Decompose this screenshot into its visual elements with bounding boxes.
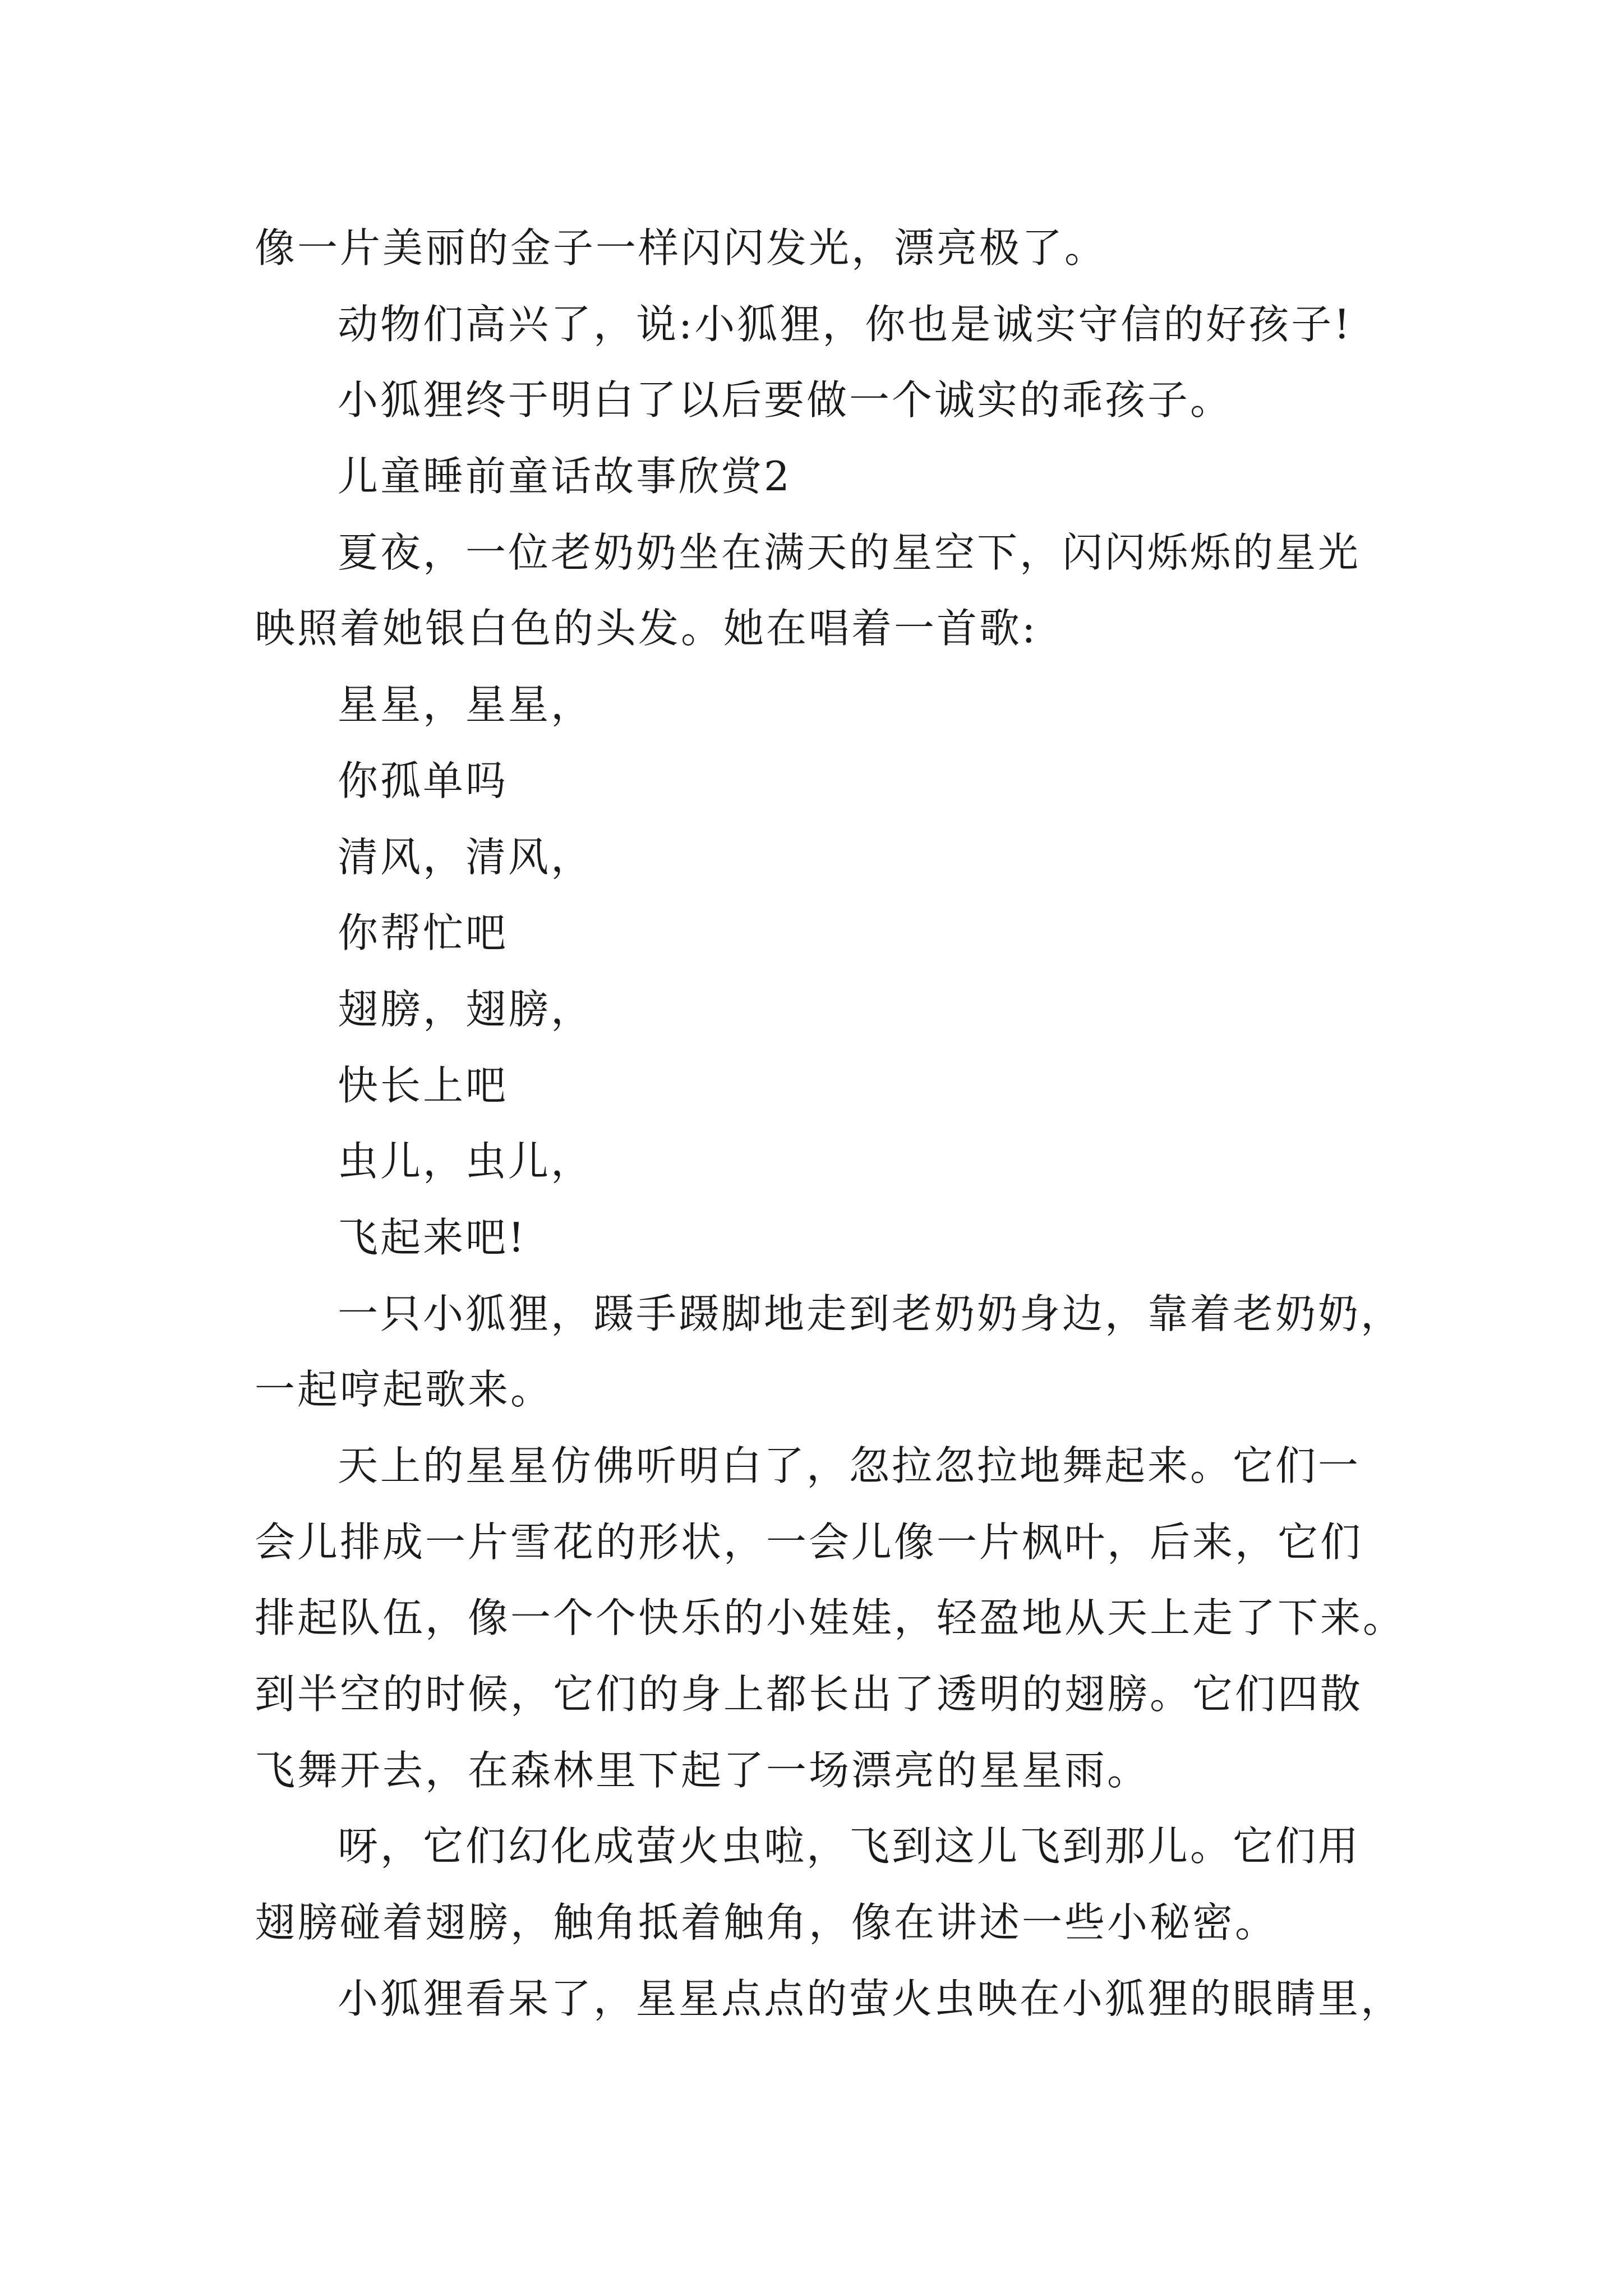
text-line: 像一片美丽的金子一样闪闪发光，漂亮极了。 [255, 224, 1108, 272]
section-heading: 儿童睡前童话故事欣赏2 [338, 453, 792, 500]
poem-line: 飞起来吧! [338, 1214, 527, 1261]
poem-line: 星星，星星， [338, 681, 594, 728]
text-line: 呀，它们幻化成萤火虫啦，飞到这儿飞到那儿。它们用 [338, 1823, 1361, 1870]
text-line: 动物们高兴了，说:小狐狸，你也是诚实守信的好孩子! [338, 301, 1353, 348]
text-line: 小狐狸看呆了，星星点点的萤火虫映在小狐狸的眼睛里， [338, 1975, 1404, 2022]
poem-line: 翅膀，翅膀， [338, 986, 594, 1033]
poem-line: 你孤单吗 [338, 757, 509, 804]
poem-line: 快长上吧 [338, 1062, 509, 1109]
text-line: 一只小狐狸，蹑手蹑脚地走到老奶奶身边，靠着老奶奶， [338, 1290, 1404, 1337]
text-line: 天上的星星仿佛听明白了，忽拉忽拉地舞起来。它们一 [338, 1442, 1361, 1489]
poem-line: 虫儿，虫儿， [338, 1138, 594, 1185]
text-line: 排起队伍，像一个个快乐的小娃娃，轻盈地从天上走了下来。 [255, 1594, 1406, 1641]
text-line: 到半空的时候，它们的身上都长出了透明的翅膀。它们四散 [255, 1671, 1363, 1718]
text-line: 夏夜，一位老奶奶坐在满天的星空下，闪闪烁烁的星光 [338, 529, 1361, 576]
text-line: 映照着她银白色的头发。她在唱着一首歌: [255, 605, 1038, 652]
poem-line: 清风，清风， [338, 834, 594, 881]
text-line: 小狐狸终于明白了以后要做一个诚实的乖孩子。 [338, 376, 1233, 424]
poem-line: 你帮忙吧 [338, 909, 509, 956]
text-line: 会儿排成一片雪花的形状，一会儿像一片枫叶，后来，它们 [255, 1519, 1363, 1566]
text-line: 翅膀碰着翅膀，触角抵着触角，像在讲述一些小秘密。 [255, 1899, 1278, 1946]
text-line: 飞舞开去，在森林里下起了一场漂亮的星星雨。 [255, 1747, 1150, 1794]
text-line: 一起哼起歌来。 [255, 1366, 554, 1413]
